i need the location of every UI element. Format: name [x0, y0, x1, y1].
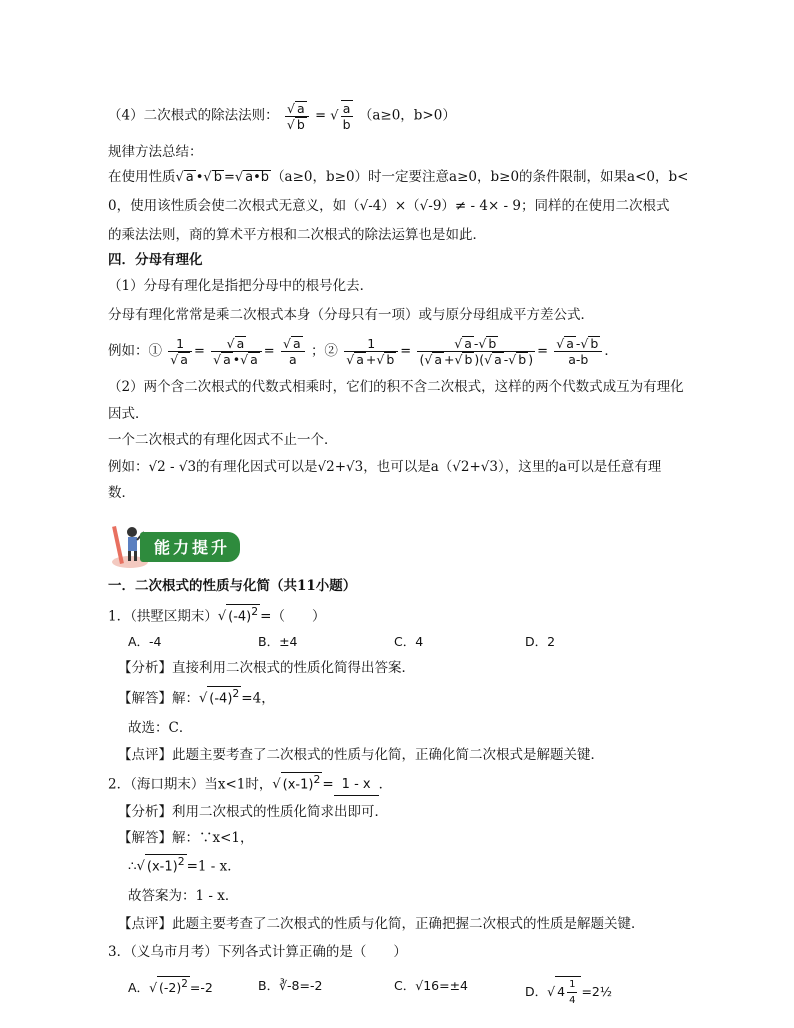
- part-1-title: 一．二次根式的性质与化简（共11小题）: [108, 578, 357, 594]
- summary-line-2: 0，使用该性质会使二次根式无意义，如（√-4）×（√-9）≠ - 4× - 9；同样的在使用二次根式: [108, 198, 670, 214]
- q2-answer-line: 故答案为：1 - x．: [128, 888, 239, 904]
- rationalize-example: 例如：① $\frac{1}{√ a}$ = $\frac{√ a}{√ a •√ a}$ = $\frac{√ a}{a}$ ；② $\frac{1}{√ a +√ b}$ = $\frac{√ a -√ b}{(√ a +√ b )(√ a -√ b )}$ = $\frac{√ a -√ b}{a-b}$ ．: [108, 336, 618, 367]
- section-4-p6a: 例如：√2 - √3的有理化因式可以是√2+√3，也可以是a（√2+√3），这里的a可以是任意有理: [108, 459, 662, 475]
- division-rule-condition: （a≥0，b>0）: [358, 107, 456, 124]
- q3-option-c: C．√16=±4: [394, 978, 469, 993]
- section-4-p4: 因式．: [108, 406, 149, 422]
- q2-stem: 2．（海口期末）当x<1时，√ $(x-1)^2 = 1 - x$ ．: [108, 772, 392, 796]
- q2-comment: 【点评】此题主要考查了二次根式的性质与化简，正确把握二次根式的性质是解题关键．: [118, 916, 645, 932]
- sqrt-a-over-sqrt-b: $\frac{√ a}{√ b}$: [285, 101, 309, 132]
- q1-option-c: C．4: [394, 634, 424, 649]
- summary-title: 规律方法总结：: [108, 144, 203, 160]
- q1-option-d: D．2: [525, 634, 556, 649]
- q2-solution: 【解答】解：∵x<1，: [118, 830, 254, 846]
- division-rule-line: （4）二次根式的除法法则： $\frac{√ a}{√ b}$ = √ $\frac{a}{b}$ （a≥0，b>0）: [108, 100, 456, 132]
- section-4-p2: 分母有理化常常是乘二次根式本身（分母只有一项）或与原分母组成平方差公式．: [108, 307, 594, 323]
- q3-option-a: A．√ $(-2)^2 =-2$: [128, 978, 213, 996]
- q1-stem: 1．（拱墅区期末）√ $(-4)^2$ =（ ）: [108, 605, 326, 625]
- division-rule-label: （4）二次根式的除法法则：: [108, 107, 279, 124]
- summary-line-3: 的乘法法则，商的算术平方根和二次根式的除法运算也是如此．: [108, 227, 486, 243]
- section-4-p6b: 数．: [108, 485, 135, 501]
- q2-therefore: ∴√ $(x-1)^2 =1 - x$．: [128, 855, 241, 875]
- q1-option-b: B．±4: [258, 634, 298, 649]
- sqrt-a-over-b: $\frac{a}{b}$: [342, 101, 351, 132]
- section-4-title: 四．分母有理化: [108, 252, 203, 268]
- q1-solution: 【解答】解：√ $(-4)^2 =4$，: [118, 687, 275, 707]
- section-4-p3: （2）两个含二次根式的代数式相乘时，它们的积不含二次根式，这样的两个代数式成互为有理化: [108, 379, 684, 395]
- q2-analysis: 【分析】利用二次根式的性质化简求出即可．: [118, 804, 388, 820]
- section-4-p1: （1）分母有理化是指把分母中的根号化去．: [108, 278, 374, 294]
- summary-line-1: 在使用性质√ a •√ b =√ a•b （a≥0，b≥0）时一定要注意a≥0，b≥0的条件限制，如果a<0，b<: [108, 169, 689, 185]
- q2-answer-blank: 1 - x: [334, 775, 379, 796]
- q1-choice: 故选：C．: [128, 720, 193, 736]
- q3-option-d: D．√ 4 $\frac{1}{4}$ =2½: [525, 976, 612, 1008]
- banner-label: 能力提升: [154, 538, 231, 557]
- q1-option-a: A．-4: [128, 634, 162, 649]
- q1-analysis: 【分析】直接利用二次根式的性质化简得出答案．: [118, 660, 415, 676]
- ability-banner: [110, 518, 240, 570]
- section-4-p5: 一个二次根式的有理化因式不止一个．: [108, 432, 338, 448]
- q3-stem: 3．（义乌市月考）下列各式计算正确的是（ ）: [108, 944, 407, 960]
- q3-option-b: B．∛-8=-2: [258, 978, 323, 993]
- q1-comment: 【点评】此题主要考查了二次根式的性质与化简，正确化简二次根式是解题关键．: [118, 747, 604, 763]
